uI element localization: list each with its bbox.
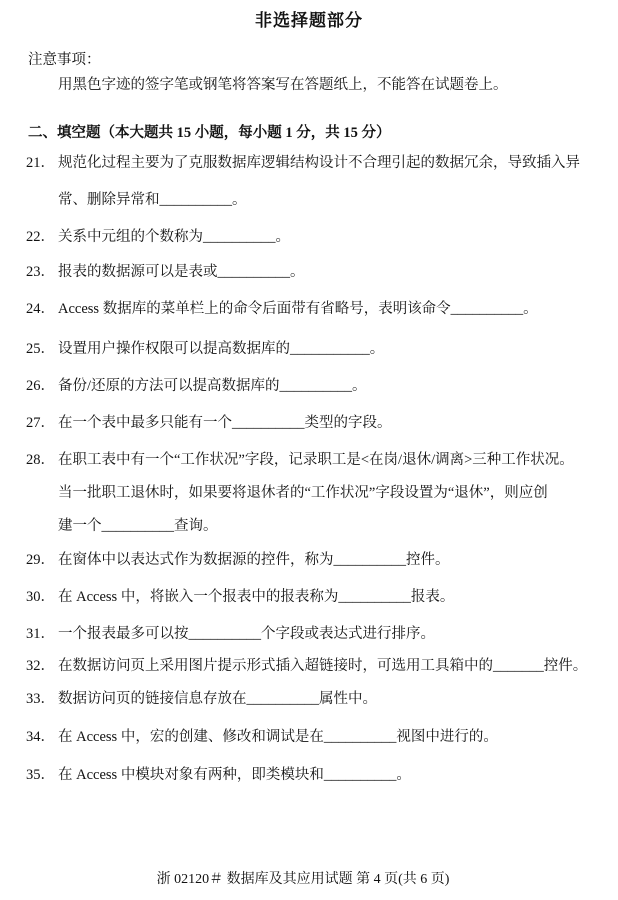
question-text-28-continued-1: 当一批职工退休时，如果要将退休者的“工作状况”字段设置为“退休”，则应创 [58,485,548,501]
question-number-35: 35． [26,767,55,783]
question-text-21-continued: 常、删除异常和__________。 [58,192,247,208]
question-text-35: 在 Access 中模块对象有两种，即类模块和__________。 [58,767,411,783]
question-number-26: 26． [26,378,55,394]
question-text-22: 关系中元组的个数称为__________。 [58,229,290,245]
question-text-32: 在数据访问页上采用图片提示形式插入超链接时，可选用工具箱中的_______控件。 [58,658,588,674]
section-heading: 二、填空题（本大题共 15 小题，每小题 1 分，共 15 分） [28,125,391,141]
question-text-28: 在职工表中有一个“工作状况”字段，记录职工是<在岗/退休/调离>三种工作状况。 [58,452,574,468]
question-text-21: 规范化过程主要为了克服数据库逻辑结构设计不合理引起的数据冗余，导致插入异 [58,155,580,171]
question-text-26: 备份/还原的方法可以提高数据库的__________。 [58,378,367,394]
question-text-34: 在 Access 中，宏的创建、修改和调试是在__________视图中进行的。 [58,729,498,745]
question-text-27: 在一个表中最多只能有一个__________类型的字段。 [58,415,392,431]
question-text-30: 在 Access 中，将嵌入一个报表中的报表称为__________报表。 [58,589,455,605]
question-number-29: 29． [26,552,55,568]
question-text-31: 一个报表最多可以按__________个字段或表达式进行排序。 [58,626,435,642]
page-footer: 浙 02120＃ 数据库及其应用试题 第 4 页(共 6 页) [156,872,450,887]
question-number-22: 22． [26,229,55,245]
question-number-23: 23． [26,264,55,280]
notice-heading: 注意事项： [28,52,101,68]
question-number-25: 25． [26,341,55,357]
question-text-23: 报表的数据源可以是表或__________。 [58,264,305,280]
question-text-28-continued-2: 建一个__________查询。 [58,518,218,534]
question-number-21: 21． [26,155,55,171]
question-text-25: 设置用户操作权限可以提高数据库的___________。 [58,341,385,357]
question-text-33: 数据访问页的链接信息存放在__________属性中。 [58,691,377,707]
question-number-33: 33． [26,691,55,707]
question-text-29: 在窗体中以表达式作为数据源的控件，称为__________控件。 [58,552,450,568]
question-number-32: 32． [26,658,55,674]
question-number-30: 30． [26,589,55,605]
notice-text: 用黑色字迹的签字笔或钢笔将答案写在答题纸上，不能答在试题卷上。 [58,77,508,93]
question-text-24: Access 数据库的菜单栏上的命令后面带有省略号，表明该命令__________。 [58,301,538,317]
page-title: 非选择题部分 [255,11,363,30]
question-number-31: 31． [26,626,55,642]
question-number-27: 27． [26,415,55,431]
question-number-28: 28． [26,452,55,468]
question-number-34: 34． [26,729,55,745]
question-number-24: 24． [26,301,55,317]
